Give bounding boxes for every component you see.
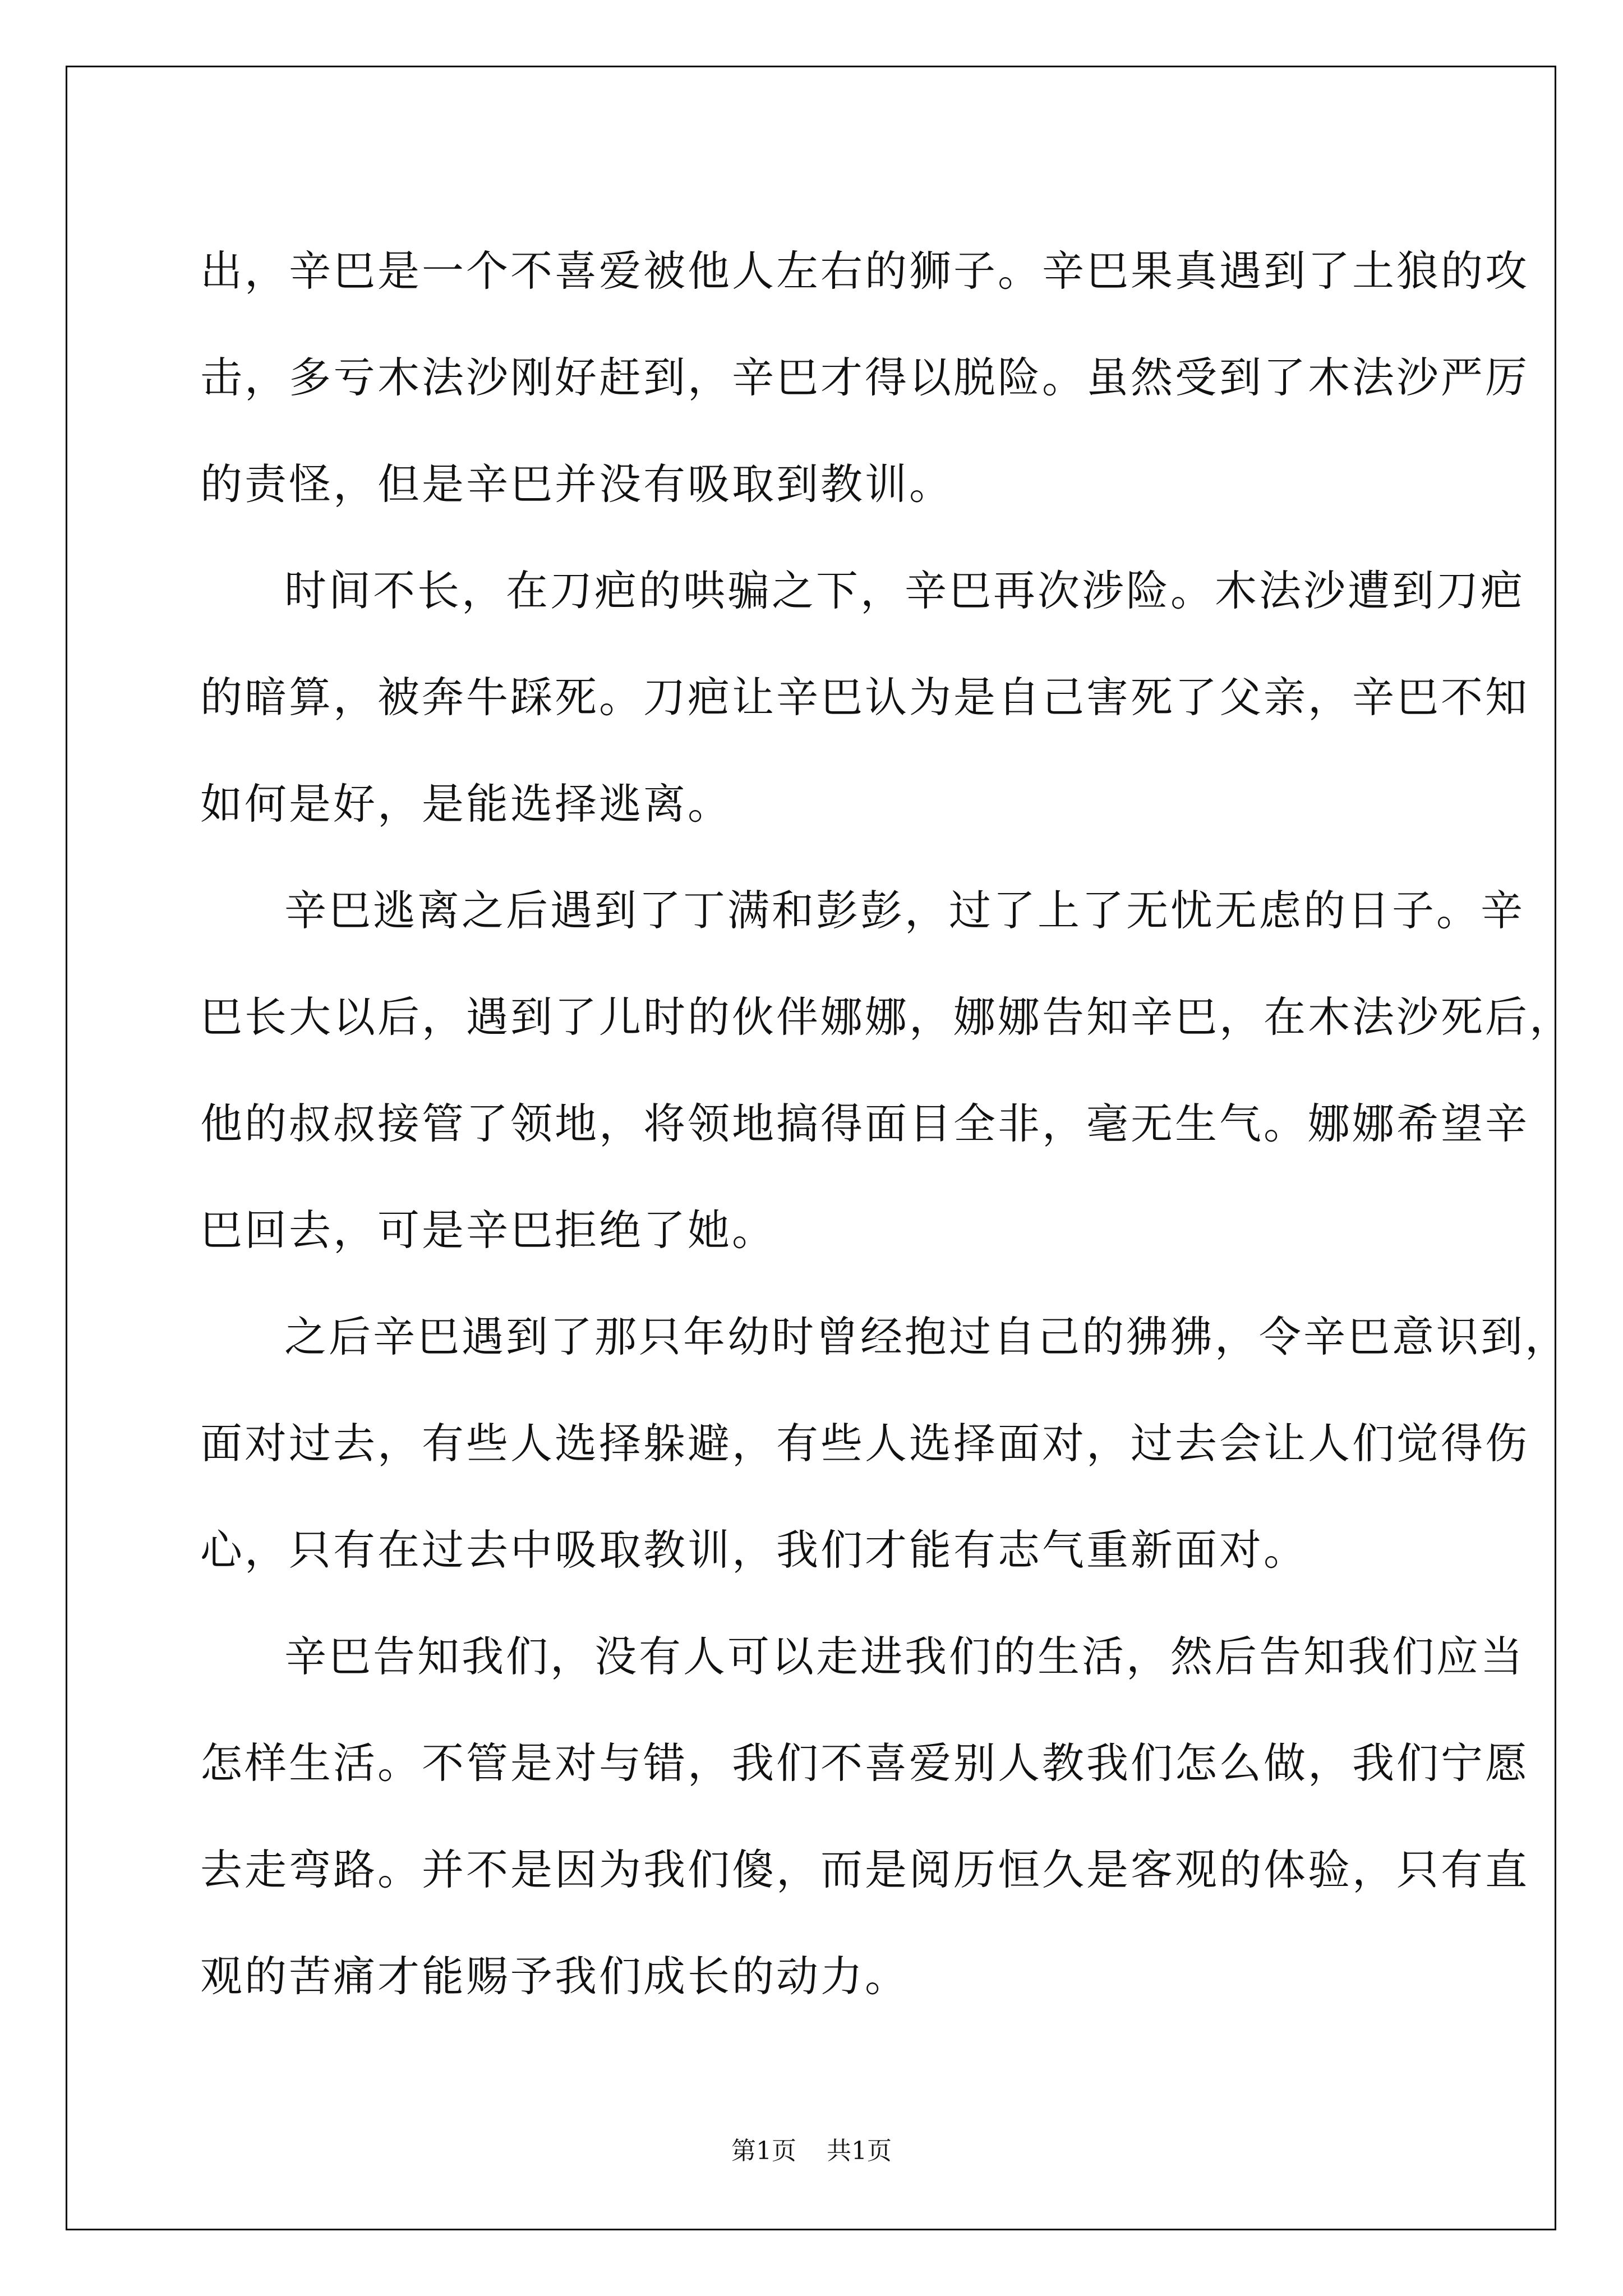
document-body [200,218,1574,2030]
text-line: 去走弯路。并不是因为我们傻，而是阅历恒久是客观的体验，只有直 [200,1845,1530,1894]
text-line: 观的苦痛才能赐予我们成长的动力。 [200,1952,910,2001]
text-line: 心，只有在过去中吸取教训，我们才能有志气重新面对。 [200,1525,1308,1575]
text-line: 辛巴逃离之后遇到了丁满和彭彭，过了上了无忧无虑的日子。辛 [284,886,1525,935]
text-line: 时间不长，在刀疤的哄骗之下，辛巴再次涉险。木法沙遭到刀疤 [284,566,1525,615]
page-footer [0,2134,1623,2168]
text-line: 击，多亏木法沙刚好赶到，辛巴才得以脱险。虽然受到了木法沙严厉 [200,353,1530,402]
page-total: 共1页 [827,2137,892,2165]
page-number: 第1页 [731,2137,796,2165]
text-line: 他的叔叔接管了领地，将领地搞得面目全非，毫无生气。娜娜希望辛 [200,1099,1530,1148]
text-line: 的暗算，被奔牛踩死。刀疤让辛巴认为是自己害死了父亲，辛巴不知 [200,673,1530,722]
text-line: 的责怪，但是辛巴并没有吸取到教训。 [200,459,954,509]
text-line: 之后辛巴遇到了那只年幼时曾经抱过自己的狒狒，令辛巴意识到， [284,1312,1570,1361]
text-line: 如何是好，是能选择逃离。 [200,779,732,829]
text-line: 巴长大以后，遇到了儿时的伙伴娜娜，娜娜告知辛巴，在木法沙死后， [200,992,1574,1042]
text-line: 辛巴告知我们，没有人可以走进我们的生活，然后告知我们应当 [284,1632,1525,1681]
text-line: 巴回去，可是辛巴拒绝了她。 [200,1205,777,1255]
text-line: 出，辛巴是一个不喜爱被他人左右的狮子。辛巴果真遇到了土狼的攻 [200,246,1530,296]
text-line: 怎样生活。不管是对与错，我们不喜爱别人教我们怎么做，我们宁愿 [200,1738,1530,1788]
text-line: 面对过去，有些人选择躲避，有些人选择面对，过去会让人们觉得伤 [200,1419,1530,1468]
